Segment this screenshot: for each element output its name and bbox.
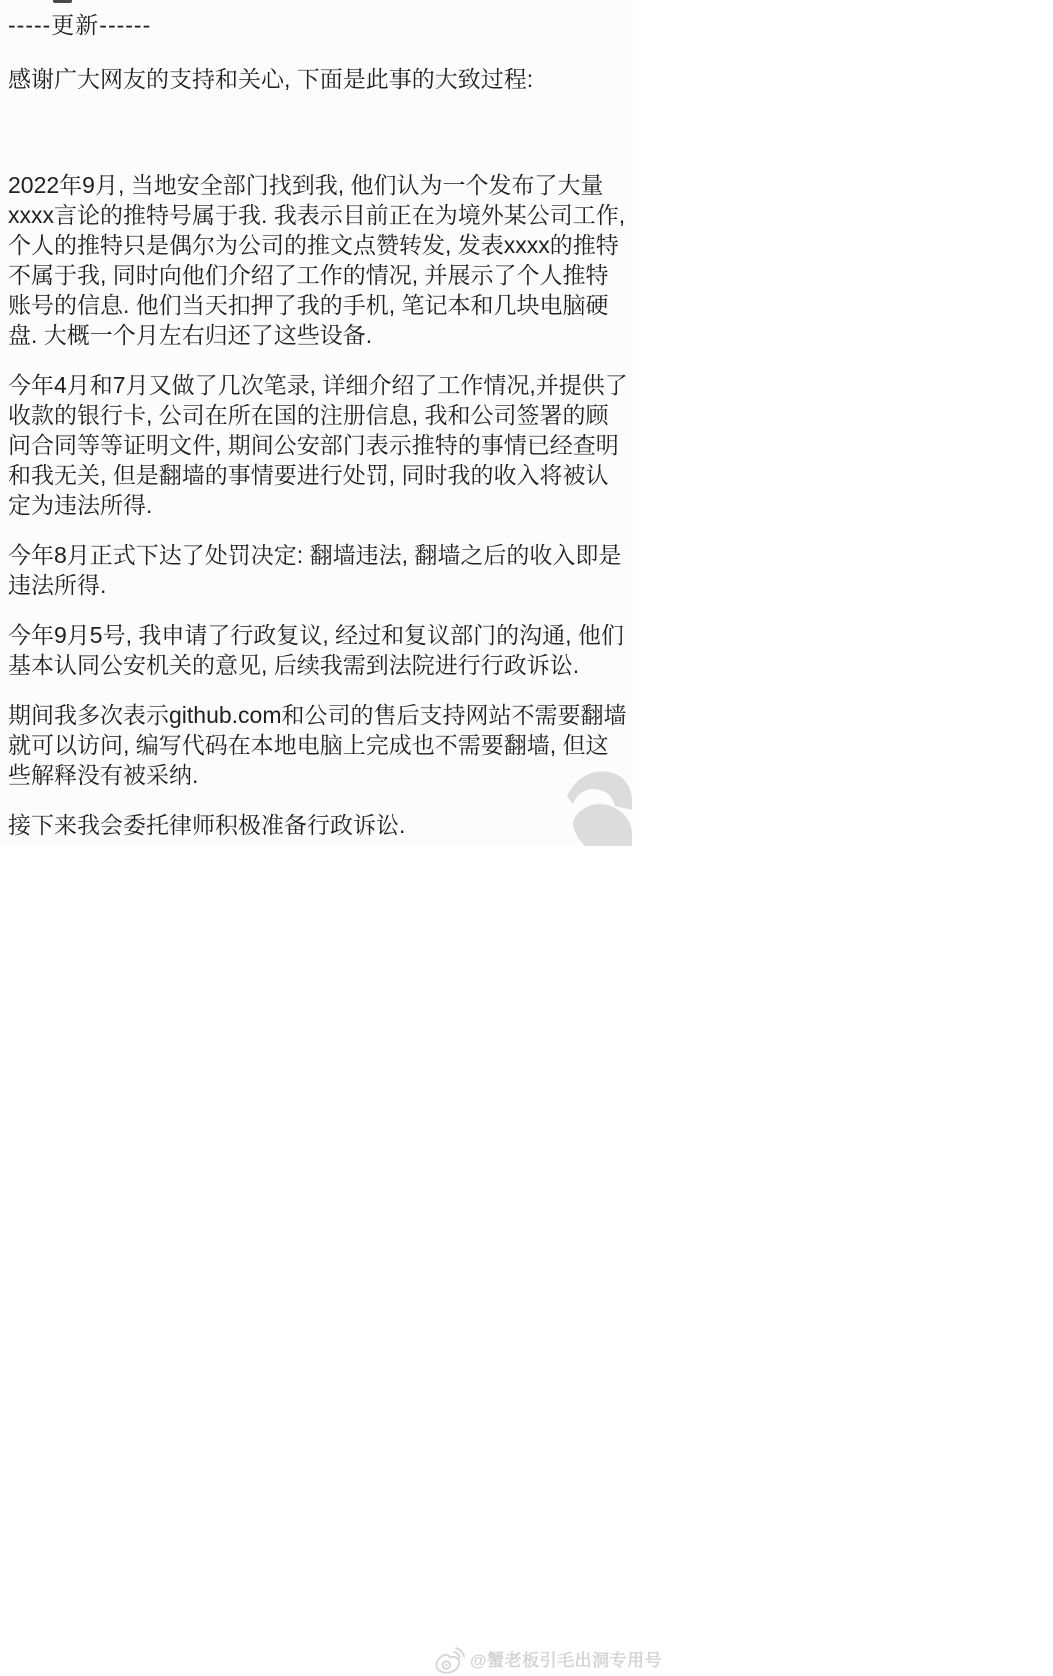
watermark	[433, 1646, 1053, 1676]
paragraph-interrogations: 今年4月和7月又做了几次笔录, 详细介绍了工作情况,并提供了收款的银行卡, 公司在所在国的注册信息, 我和公司签署的顾问合同等等证明文件, 期间公安部门表示推特的事情已经查明和我无关, 但是翻墙的事情要进行处罚, 同时我的收入将被认定为违法所得.	[8, 372, 628, 518]
cropped-text-fragment	[53, 0, 72, 3]
weibo-icon	[433, 1646, 465, 1676]
paragraph-penalty-decision: 今年8月正式下达了处罚决定: 翻墙违法, 翻墙之后的收入即是违法所得.	[8, 542, 622, 598]
paragraph-closing: 接下来我会委托律师积极准备行政诉讼.	[8, 812, 406, 838]
paragraph-police-visit: 2022年9月, 当地安全部门找到我, 他们认为一个发布了大量xxxx言论的推特号属于我. 我表示目前正在为境外某公司工作, 个人的推特只是偶尔为公司的推文点赞转发, 发表xxxx的推特不属于我, 同时向他们介绍了工作的情况, 并展示了个人推特账号的信息. 他们当天扣押了我的手机, 笔记本和几块电脑硬盘. 大概一个月左右归还了这些设备.	[8, 172, 626, 348]
paragraph-administrative-review: 今年9月5号, 我申请了行政复议, 经过和复议部门的沟通, 他们基本认同公安机关的意见, 后续我需到法院进行行政诉讼.	[8, 622, 624, 678]
intro-line: 感谢广大网友的支持和关心, 下面是此事的大致过程:	[8, 66, 534, 92]
paragraph-github-explanation: 期间我多次表示github.com和公司的售后支持网站不需要翻墙就可以访问, 编写代码在本地电脑上完成也不需要翻墙, 但这些解释没有被采纳.	[8, 702, 627, 788]
update-divider: -----更新------	[8, 12, 152, 38]
post-body	[8, 10, 628, 840]
watermark-handle: @蟹老板引毛出洞专用号	[470, 1651, 663, 1670]
